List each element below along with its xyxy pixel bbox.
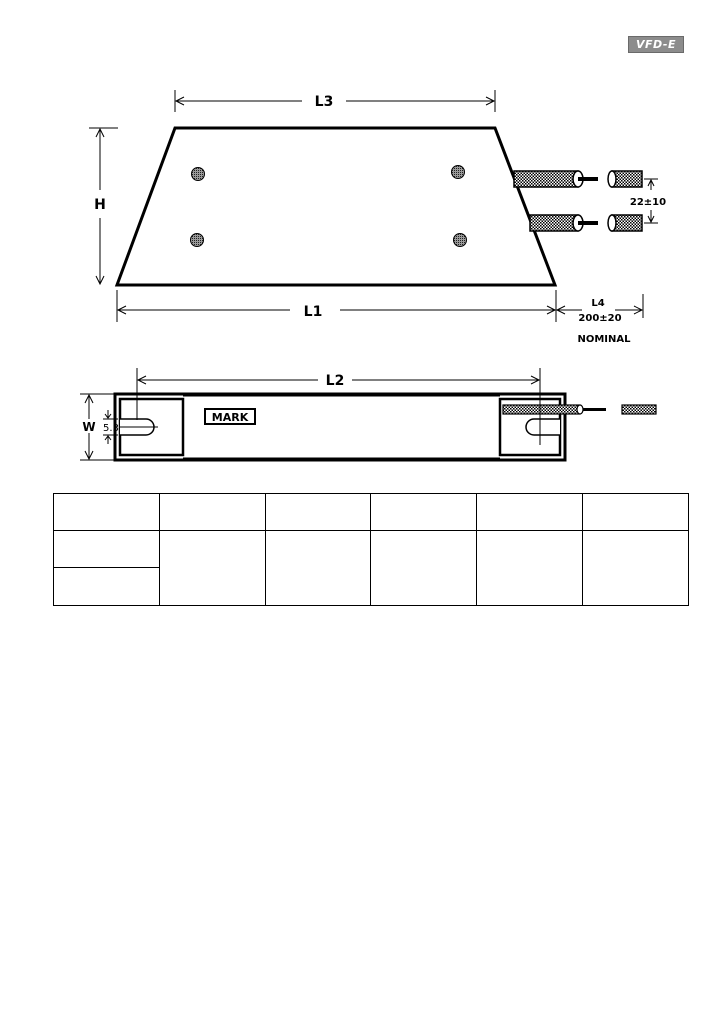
- mark-label: MARK: [211, 411, 249, 424]
- table-cell: [583, 531, 689, 606]
- table-cell: [159, 531, 265, 606]
- lead-wire-upper: [514, 171, 642, 187]
- table-row: [54, 531, 689, 568]
- lead-wire-lower: [530, 215, 642, 231]
- label-h: H: [94, 197, 106, 213]
- label-slot-width: 5.3: [103, 423, 119, 434]
- table-cell: [371, 531, 477, 606]
- mounting-hole: [452, 166, 465, 179]
- dimension-h: [89, 128, 118, 284]
- dimension-l3: [175, 90, 495, 112]
- resistor-body-outline: [117, 128, 555, 285]
- mounting-hole: [191, 234, 204, 247]
- label-l3: L3: [314, 94, 334, 110]
- mounting-hole: [454, 234, 467, 247]
- top-view: [89, 90, 666, 345]
- table-cell: [265, 531, 371, 606]
- table-cell: [54, 568, 160, 606]
- table-cell: [371, 494, 477, 531]
- lead-wire-side: [503, 405, 656, 414]
- label-l4: L4: [591, 298, 605, 309]
- table-cell: [159, 494, 265, 531]
- table-cell: [583, 494, 689, 531]
- mounting-hole: [192, 168, 205, 181]
- table-cell: [477, 531, 583, 606]
- label-l2: L2: [325, 373, 345, 389]
- dimension-table: [53, 493, 689, 606]
- table-cell: [54, 494, 160, 531]
- table-cell: [477, 494, 583, 531]
- table-cell: [54, 531, 160, 568]
- resistor-dimension-drawing: [0, 0, 726, 480]
- side-view: [80, 368, 656, 460]
- label-w: W: [82, 420, 96, 434]
- dimension-l4: [557, 294, 643, 345]
- dimension-l1: [117, 290, 556, 322]
- label-lead-spacing: 22±10: [629, 197, 667, 208]
- label-l4-value: 200±20: [578, 313, 622, 324]
- label-l1: L1: [303, 304, 323, 320]
- table-cell: [265, 494, 371, 531]
- label-nominal: NOMINAL: [577, 334, 631, 345]
- table-row: [54, 494, 689, 531]
- vfd-e-logo: VFD-E: [628, 36, 684, 53]
